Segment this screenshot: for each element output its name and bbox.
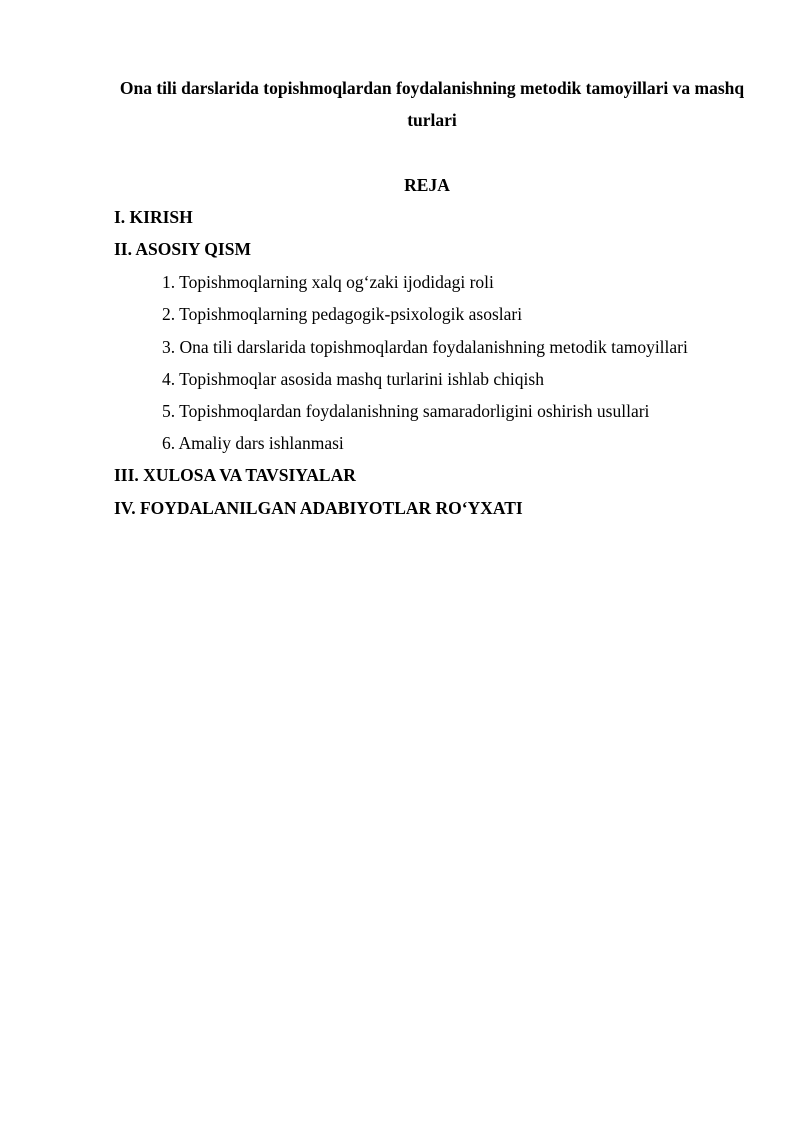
section-introduction: I. KIRISH	[114, 207, 193, 227]
section-main-part: II. ASOSIY QISM	[114, 239, 251, 259]
plan-heading: REJA	[404, 175, 450, 195]
plan-subitem: 3. Ona tili darslarida topishmoqlardan foydalanishning metodik tamoyillari	[162, 337, 688, 357]
plan-subitem: 6. Amaliy dars ishlanmasi	[162, 433, 344, 453]
section-references: IV. FOYDALANILGAN ADABIYOTLAR RO‘YXATI	[114, 498, 523, 518]
document-title: Ona tili darslarida topishmoqlardan foydalanishning metodik tamoyillari va mashq turlari	[119, 78, 745, 130]
plan-subitem: 1. Topishmoqlarning xalq og‘zaki ijodidagi roli	[162, 272, 494, 292]
plan-subitem: 5. Topishmoqlardan foydalanishning samaradorligini oshirish usullari	[162, 401, 650, 421]
section-conclusion: III. XULOSA VA TAVSIYALAR	[114, 465, 356, 485]
plan-subitem: 2. Topishmoqlarning pedagogik-psixologik asoslari	[162, 304, 523, 324]
plan-subitem: 4. Topishmoqlar asosida mashq turlarini ishlab chiqish	[162, 369, 544, 389]
